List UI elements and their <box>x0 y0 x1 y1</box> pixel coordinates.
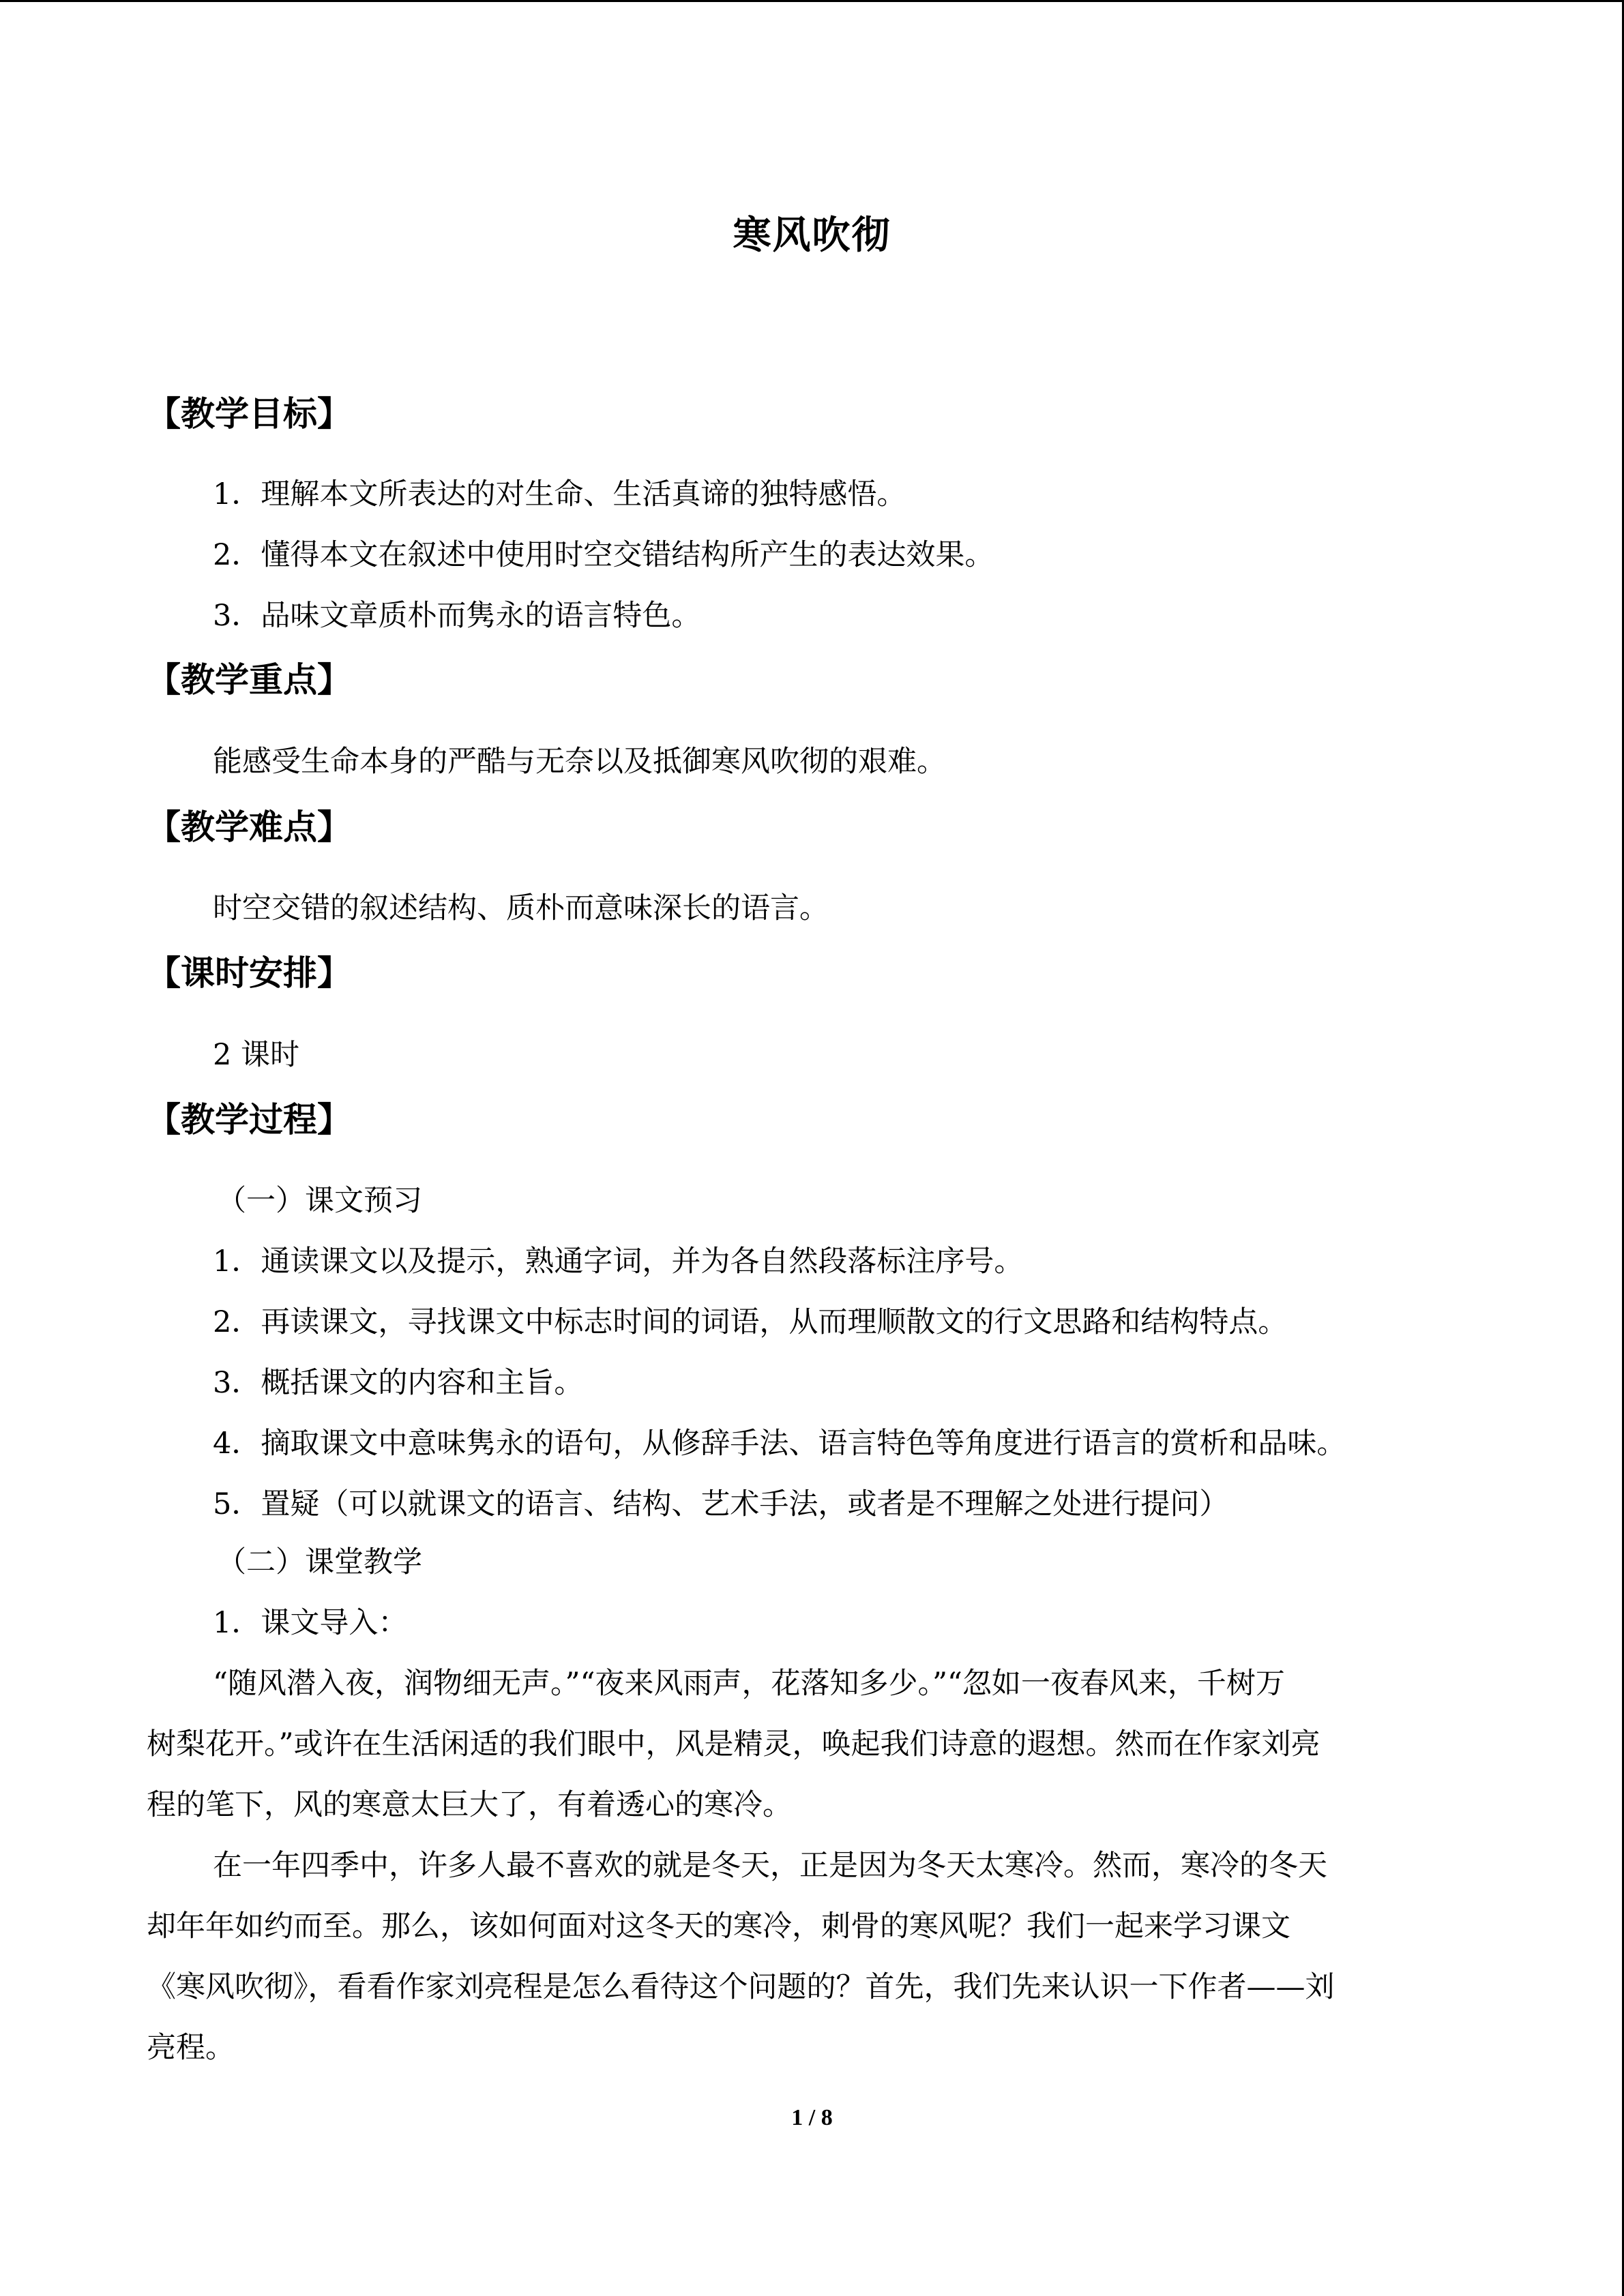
intro-paragraph-line: 树梨花开。”或许在生活闲适的我们眼中，风是精灵，唤起我们诗意的遐想。然而在作家刘亮 <box>147 1727 1320 1761</box>
heading-schedule: 【课时安排】 <box>147 953 351 993</box>
difficulties-text: 时空交错的叙述结构、质朴而意味深长的语言。 <box>213 891 829 925</box>
document-title: 寒风吹彻 <box>733 213 891 258</box>
preview-item: 3．概括课文的内容和主旨。 <box>213 1366 584 1400</box>
process-part2-title: （二）课堂教学 <box>217 1545 422 1579</box>
goal-item: 2．懂得本文在叙述中使用时空交错结构所产生的表达效果。 <box>213 538 994 572</box>
intro-label: 1．课文导入： <box>213 1606 408 1640</box>
preview-item: 5．置疑（可以就课文的语言、结构、艺术手法，或者是不理解之处进行提问） <box>213 1487 1229 1521</box>
key-points-text: 能感受生命本身的严酷与无奈以及抵御寒风吹彻的艰难。 <box>213 745 946 779</box>
heading-key-points: 【教学重点】 <box>147 660 351 700</box>
intro-paragraph-line: 却年年如约而至。那么，该如何面对这冬天的寒冷，刺骨的寒风呢？我们一起来学习课文 <box>147 1909 1290 1943</box>
intro-paragraph-line: 《寒风吹彻》，看看作家刘亮程是怎么看待这个问题的？首先，我们先来认识一下作者——刘 <box>147 1970 1335 2004</box>
goal-item: 1．理解本文所表达的对生命、生活真谛的独特感悟。 <box>213 477 906 511</box>
preview-item: 2．再读课文，寻找课文中标志时间的词语，从而理顺散文的行文思路和结构特点。 <box>213 1305 1288 1339</box>
intro-paragraph-line: “随风潜入夜，润物细无声。”“夜来风雨声，花落知多少。”“忽如一夜春风来，千树万 <box>213 1667 1285 1701</box>
page-number: 1 / 8 <box>791 2105 833 2130</box>
intro-paragraph-line: 亮程。 <box>147 2031 235 2065</box>
heading-teaching-process: 【教学过程】 <box>147 1100 351 1139</box>
intro-paragraph-line: 在一年四季中，许多人最不喜欢的就是冬天，正是因为冬天太寒冷。然而，寒冷的冬天 <box>213 1849 1327 1883</box>
heading-difficulties: 【教学难点】 <box>147 807 351 847</box>
heading-teaching-goals: 【教学目标】 <box>147 394 351 434</box>
preview-item: 4．摘取课文中意味隽永的语句，从修辞手法、语言特色等角度进行语言的赏析和品味。 <box>213 1427 1346 1461</box>
goal-item: 3．品味文章质朴而隽永的语言特色。 <box>213 599 701 633</box>
intro-paragraph-line: 程的笔下，风的寒意太巨大了，有着透心的寒冷。 <box>147 1788 792 1822</box>
process-part1-title: （一）课文预习 <box>217 1184 422 1218</box>
schedule-text: 2 课时 <box>213 1038 300 1072</box>
preview-item: 1．通读课文以及提示，熟通字词，并为各自然段落标注序号。 <box>213 1244 1024 1279</box>
